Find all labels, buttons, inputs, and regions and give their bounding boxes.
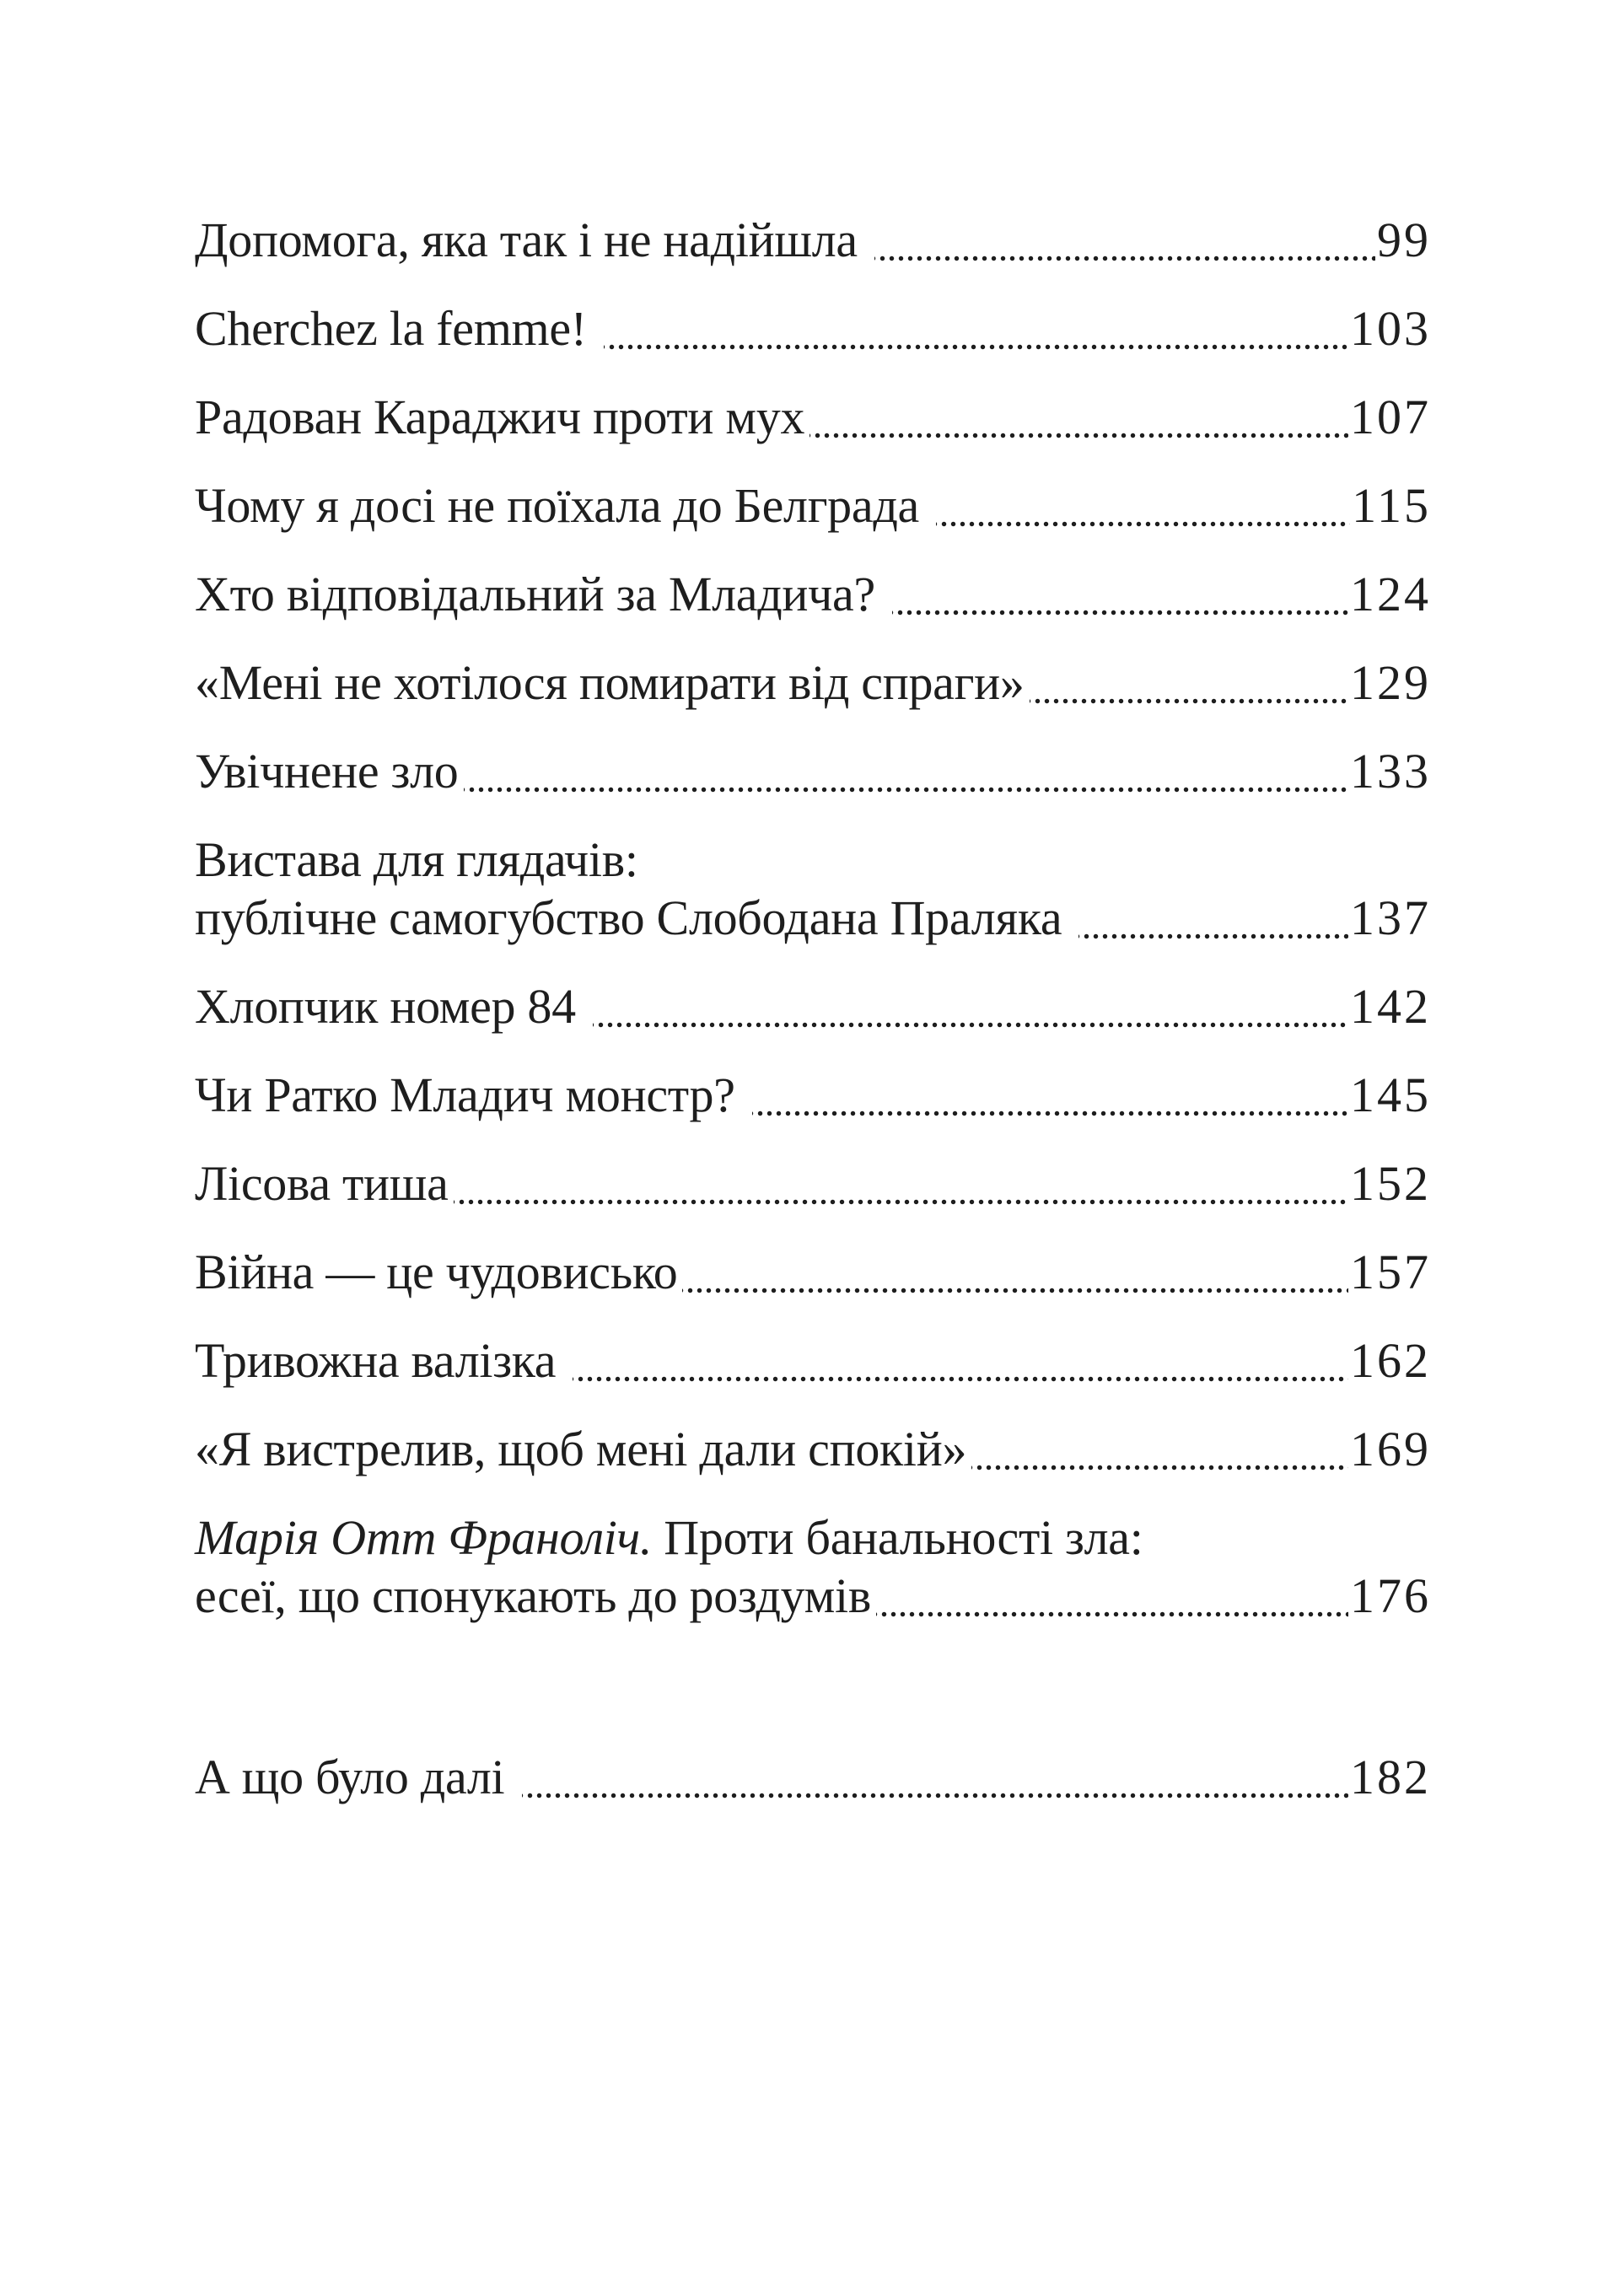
- toc-line: [195, 1154, 1431, 1213]
- toc-title-text: Радован Караджич проти мух: [195, 390, 805, 444]
- dot-leader: [752, 1066, 1348, 1124]
- toc-entry-title: [195, 1154, 449, 1213]
- toc-title-text: Лісова тиша: [195, 1156, 449, 1211]
- toc-line: [195, 831, 1431, 889]
- toc-author-name: Марія Отт Франоліч.: [195, 1510, 653, 1565]
- toc-line: [195, 1331, 1431, 1390]
- toc-line: [195, 299, 1431, 358]
- toc-line: [195, 1066, 1431, 1124]
- toc-entry-title: [195, 1508, 1143, 1567]
- dot-leader: [522, 1748, 1348, 1806]
- toc-title-text: «Я вистрелив, щоб мені дали спокій»: [195, 1422, 967, 1476]
- toc-entry: [195, 831, 1431, 947]
- toc-line: [195, 476, 1431, 535]
- page-number: 137: [1350, 890, 1431, 945]
- toc-entry-title: [195, 1420, 966, 1478]
- toc-title-text: Проти банальності зла:: [652, 1510, 1143, 1565]
- toc-entry-title: [195, 977, 588, 1035]
- page-number: 115: [1352, 478, 1431, 533]
- toc-entry-title: [195, 299, 599, 358]
- page-number: 99: [1377, 212, 1431, 267]
- toc-entry: [195, 1066, 1431, 1124]
- page-number: 124: [1350, 567, 1431, 621]
- toc-entry-title: [195, 388, 804, 446]
- page-number: 152: [1350, 1156, 1431, 1211]
- toc-entry-title: [195, 653, 1025, 712]
- dot-leader: [464, 742, 1348, 800]
- toc-entry: [195, 565, 1431, 623]
- dot-leader: [1078, 889, 1348, 947]
- page-number: 103: [1350, 301, 1431, 356]
- toc-line: [195, 1567, 1431, 1625]
- dot-leader: [573, 1331, 1348, 1390]
- toc-title-text: Cherchez la femme!: [195, 301, 599, 356]
- toc-line: [195, 653, 1431, 712]
- toc-entry: [195, 1420, 1431, 1478]
- toc-title-text: Війна — це чудовисько: [195, 1245, 678, 1299]
- toc-entry: [195, 1508, 1431, 1625]
- dot-leader: [874, 211, 1375, 269]
- toc-title-text: Хлопчик номер 84: [195, 979, 589, 1034]
- page-number: 169: [1350, 1422, 1431, 1476]
- page-number: 133: [1350, 744, 1431, 798]
- toc-entry: [195, 1154, 1431, 1213]
- page-number: 142: [1350, 979, 1431, 1034]
- toc-title-text: публічне самогубство Слободана Праляка: [195, 890, 1074, 945]
- toc-entry-title: [195, 831, 638, 889]
- toc-line: [195, 1748, 1431, 1806]
- page-number: 145: [1350, 1067, 1431, 1122]
- toc-line: [195, 1243, 1431, 1301]
- toc-title-text: есеї, що спонукають до роздумів: [195, 1568, 871, 1623]
- toc-title-text: Допомога, яка так і не надійшла: [195, 212, 870, 267]
- toc-line: [195, 977, 1431, 1035]
- toc-title-text: Хто відповідальний за Младича?: [195, 567, 888, 621]
- toc-entry: [195, 1243, 1431, 1301]
- page-number: 182: [1350, 1750, 1431, 1804]
- toc-entry: [195, 1331, 1431, 1390]
- toc-title-text: Чи Ратко Младич монстр?: [195, 1067, 747, 1122]
- toc-title-text: Вистава для глядачів:: [195, 832, 638, 887]
- table-of-contents: [195, 211, 1431, 1836]
- dot-leader: [936, 476, 1350, 535]
- dot-leader: [876, 1567, 1348, 1625]
- toc-entry-title: [195, 565, 887, 623]
- toc-line: [195, 1508, 1431, 1567]
- toc-line: [195, 889, 1431, 947]
- toc-line: [195, 742, 1431, 800]
- toc-entry: [195, 211, 1431, 269]
- toc-entry-title: [195, 742, 459, 800]
- page-number: 176: [1350, 1568, 1431, 1623]
- toc-entry: [195, 977, 1431, 1035]
- toc-entry-title: [195, 1748, 517, 1806]
- toc-title-text: А що було далі: [195, 1750, 517, 1804]
- dot-leader: [604, 299, 1348, 358]
- toc-entry: [195, 1748, 1431, 1806]
- toc-title-text: «Мені не хотілося помирати від спраги»: [195, 655, 1025, 710]
- toc-entry: [195, 388, 1431, 446]
- page-number: 107: [1350, 390, 1431, 444]
- dot-leader: [454, 1154, 1348, 1213]
- toc-entry: [195, 742, 1431, 800]
- toc-line: [195, 1420, 1431, 1478]
- toc-entry: [195, 476, 1431, 535]
- page-number: 162: [1350, 1333, 1431, 1388]
- page-number: 129: [1350, 655, 1431, 710]
- toc-title-text: Чому я досі не поїхала до Белграда: [195, 478, 932, 533]
- dot-leader: [971, 1420, 1348, 1478]
- dot-leader: [682, 1243, 1348, 1301]
- toc-line: [195, 565, 1431, 623]
- toc-entry: [195, 653, 1431, 712]
- toc-entry-title: [195, 1331, 567, 1390]
- toc-title-text: Увічнене зло: [195, 744, 459, 798]
- toc-entry-title: [195, 889, 1073, 947]
- dot-leader: [1030, 653, 1348, 712]
- toc-entry-title: [195, 211, 869, 269]
- toc-entry-title: [195, 476, 931, 535]
- toc-entry-title: [195, 1066, 747, 1124]
- toc-line: [195, 211, 1431, 269]
- page-number: 157: [1350, 1245, 1431, 1299]
- toc-line: [195, 388, 1431, 446]
- dot-leader: [593, 977, 1348, 1035]
- toc-title-text: Тривожна валізка: [195, 1333, 568, 1388]
- toc-entry-title: [195, 1243, 677, 1301]
- dot-leader: [892, 565, 1348, 623]
- dot-leader: [810, 388, 1348, 446]
- toc-entry-title: [195, 1567, 871, 1625]
- toc-entry: [195, 299, 1431, 358]
